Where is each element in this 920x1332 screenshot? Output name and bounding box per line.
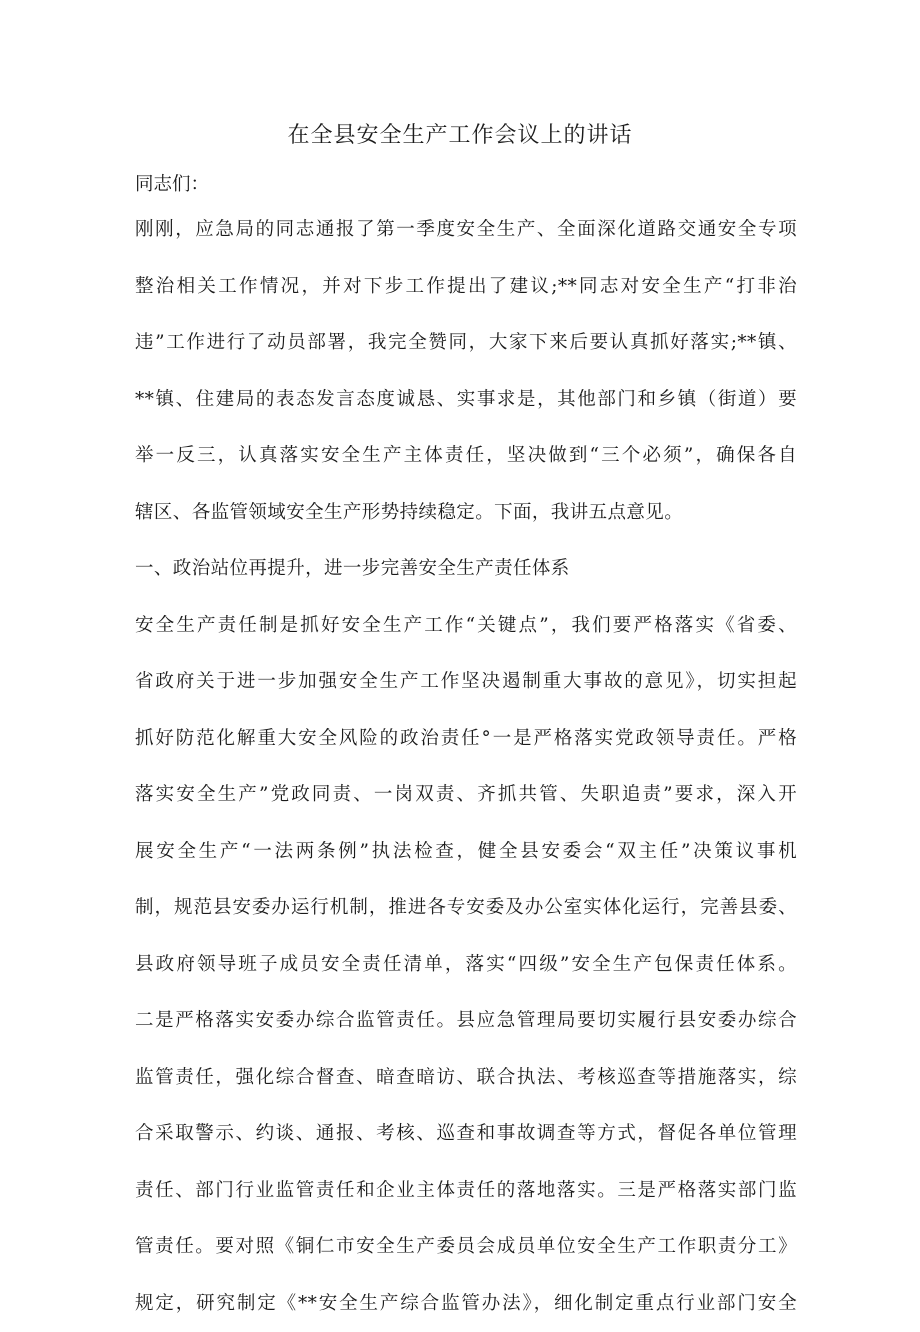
body-line: 合采取警示、约谈、通报、考核、巡查和事故调查等方式，督促各单位管理 (135, 1106, 797, 1163)
body-line: 抓好防范化解重大安全风险的政治责任°一是严格落实党政领导责任。严格 (135, 711, 797, 768)
body-line: 整治相关工作情况，并对下步工作提出了建议;**同志对安全生产“打非治 (135, 259, 797, 316)
body-line: 辖区、各监管领域安全生产形势持续稳定。下面，我讲五点意见。 (135, 485, 797, 542)
body-line: 规定，研究制定《**安全生产综合监管办法》，细化制定重点行业部门安全 (135, 1276, 797, 1332)
body-line: 省政府关于进一步加强安全生产工作坚决遏制重大事故的意见》，切实担起 (135, 654, 797, 711)
body-line: **镇、住建局的表态发言态度诚恳、实事求是，其他部门和乡镇（街道）要 (135, 372, 797, 429)
body-line: 监管责任，强化综合督查、暗查暗访、联合执法、考核巡查等措施落实，综 (135, 1050, 797, 1107)
body-line: 管责任。要对照《铜仁市安全生产委员会成员单位安全生产工作职责分工》 (135, 1219, 797, 1276)
document-body (135, 202, 797, 1332)
salutation: 同志们： (135, 168, 209, 202)
body-line: 刚刚，应急局的同志通报了第一季度安全生产、全面深化道路交通安全专项 (135, 202, 797, 259)
body-line: 二是严格落实安委办综合监管责任。县应急管理局要切实履行县安委办综合 (135, 993, 797, 1050)
body-line: 一、政治站位再提升，进一步完善安全生产责任体系 (135, 541, 797, 598)
body-line: 县政府领导班子成员安全责任清单，落实“四级”安全生产包保责任体系。 (135, 937, 797, 994)
body-line: 责任、部门行业监管责任和企业主体责任的落地落实。三是严格落实部门监 (135, 1163, 797, 1220)
body-line: 违”工作进行了动员部署，我完全赞同，大家下来后要认真抓好落实;**镇、 (135, 315, 797, 372)
body-line: 制，规范县安委办运行机制，推进各专安委及办公室实体化运行，完善县委、 (135, 880, 797, 937)
body-line: 展安全生产“一法两条例”执法检查，健全县安委会“双主任”决策议事机 (135, 824, 797, 881)
body-line: 落实安全生产”党政同责、一岗双责、齐抓共管、失职追责”要求，深入开 (135, 767, 797, 824)
body-line: 举一反三，认真落实安全生产主体责任，坚决做到“三个必须”，确保各自 (135, 428, 797, 485)
body-line: 安全生产责任制是抓好安全生产工作“关键点”，我们要严格落实《省委、 (135, 598, 797, 655)
document-title: 在全县安全生产工作会议上的讲话 (0, 116, 920, 156)
